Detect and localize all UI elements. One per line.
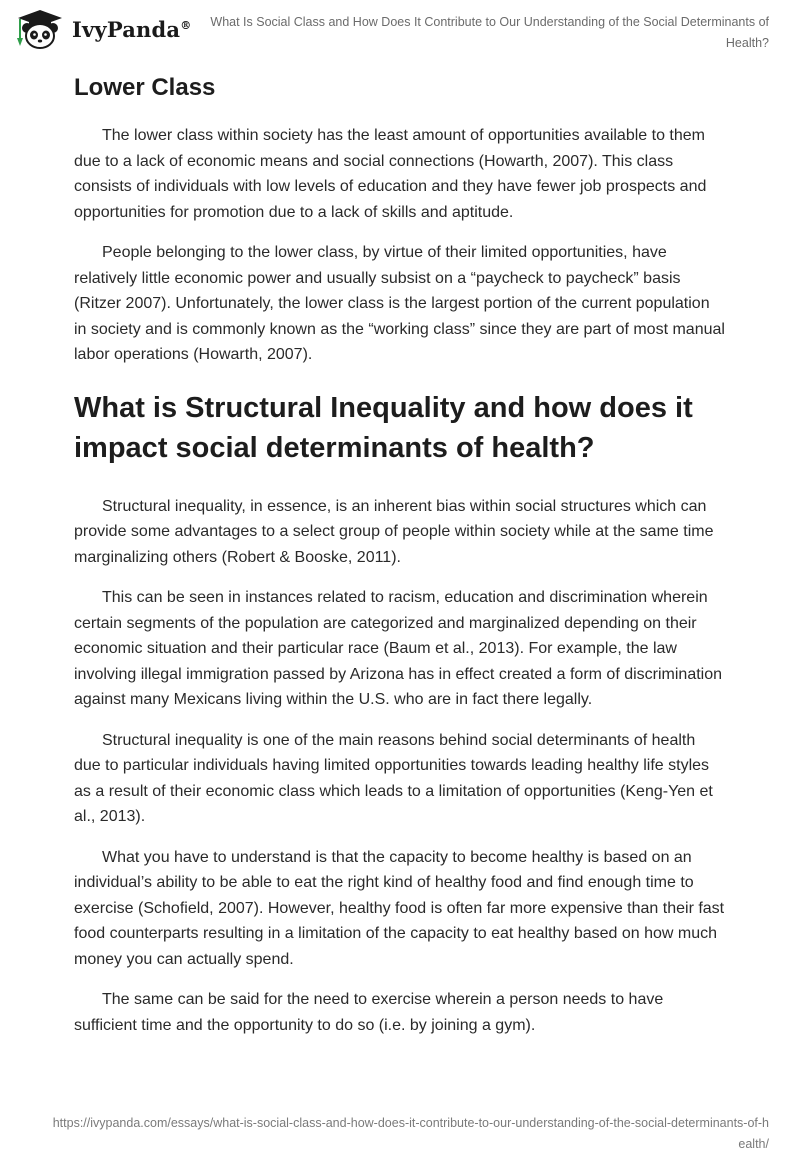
document-title: What Is Social Class and How Does It Contribute to Our Understanding of the Social Determinants of Health? [210, 15, 769, 50]
logo-text: IvyPanda® [72, 16, 192, 42]
paragraph: What you have to understand is that the capacity to become healthy is based on an individual’s ability to be able to eat the right kind of healthy food and find enough time to exercise (Schofield, 2007). However, healthy food is often far more expensive than their fast food counterparts resulting in a limitation of the capacity to eat healthy based on how much money you can actually spend. [74, 848, 725, 968]
paragraph: Structural inequality, in essence, is an inherent bias within social structures which can provide some advantages to a select group of people within society while at the same time marginalizing others (Robert & Booske, 2011). [74, 497, 714, 566]
paragraph: People belonging to the lower class, by virtue of their limited opportunities, have relatively little economic power and usually subsist on a “paycheck to paycheck” basis (Ritzer 2007). Unfortunately, the lower class is the largest portion of the current population in society and is commonly known as the “working class” since they are part of most manual labor operations (Howarth, 2007). [74, 244, 725, 363]
article-body [74, 72, 726, 1053]
paragraph: Structural inequality is one of the main reasons behind social determinants of health due to particular individuals having limited opportunities towards leading healthy life styles as a result of their economic class which leads to a limitation of opportunities (Keng-Yen et al., 2013). [74, 731, 713, 825]
paragraph: This can be seen in instances related to racism, education and discrimination wherein certain segments of the population are categorized and marginalized depending on their economic situation and their particular race (Baum et al., 2013). For example, the law involving illegal immigration passed by Arizona has in effect created a form of discrimination against many Mexicans living within the U.S. who are in fact there legally. [74, 589, 723, 708]
section-heading-lower-class: Lower Class [74, 74, 216, 101]
page-header [0, 0, 800, 60]
paragraph: The same can be said for the need to exercise wherein a person needs to have sufficient time and the opportunity to do so (i.e. by joining a gym). [74, 991, 664, 1034]
paragraph: The lower class within society has the least amount of opportunities available to them due to a lack of economic means and social connections (Howarth, 2007). This class consists of individuals with low levels of education and they have fewer job prospects and opportunities for promotion due to a lack of skills and aptitude. [74, 127, 707, 221]
ivypanda-logo[interactable] [14, 8, 191, 50]
source-url-link[interactable]: https://ivypanda.com/essays/what-is-social-class-and-how-does-it-contribute-to-our-understanding-of-the-social-determinants-of-health/ [52, 1116, 769, 1151]
panda-graduate-icon [14, 8, 66, 50]
section-heading-structural-inequality: What is Structural Inequality and how does it impact social determinants of health? [74, 391, 693, 464]
